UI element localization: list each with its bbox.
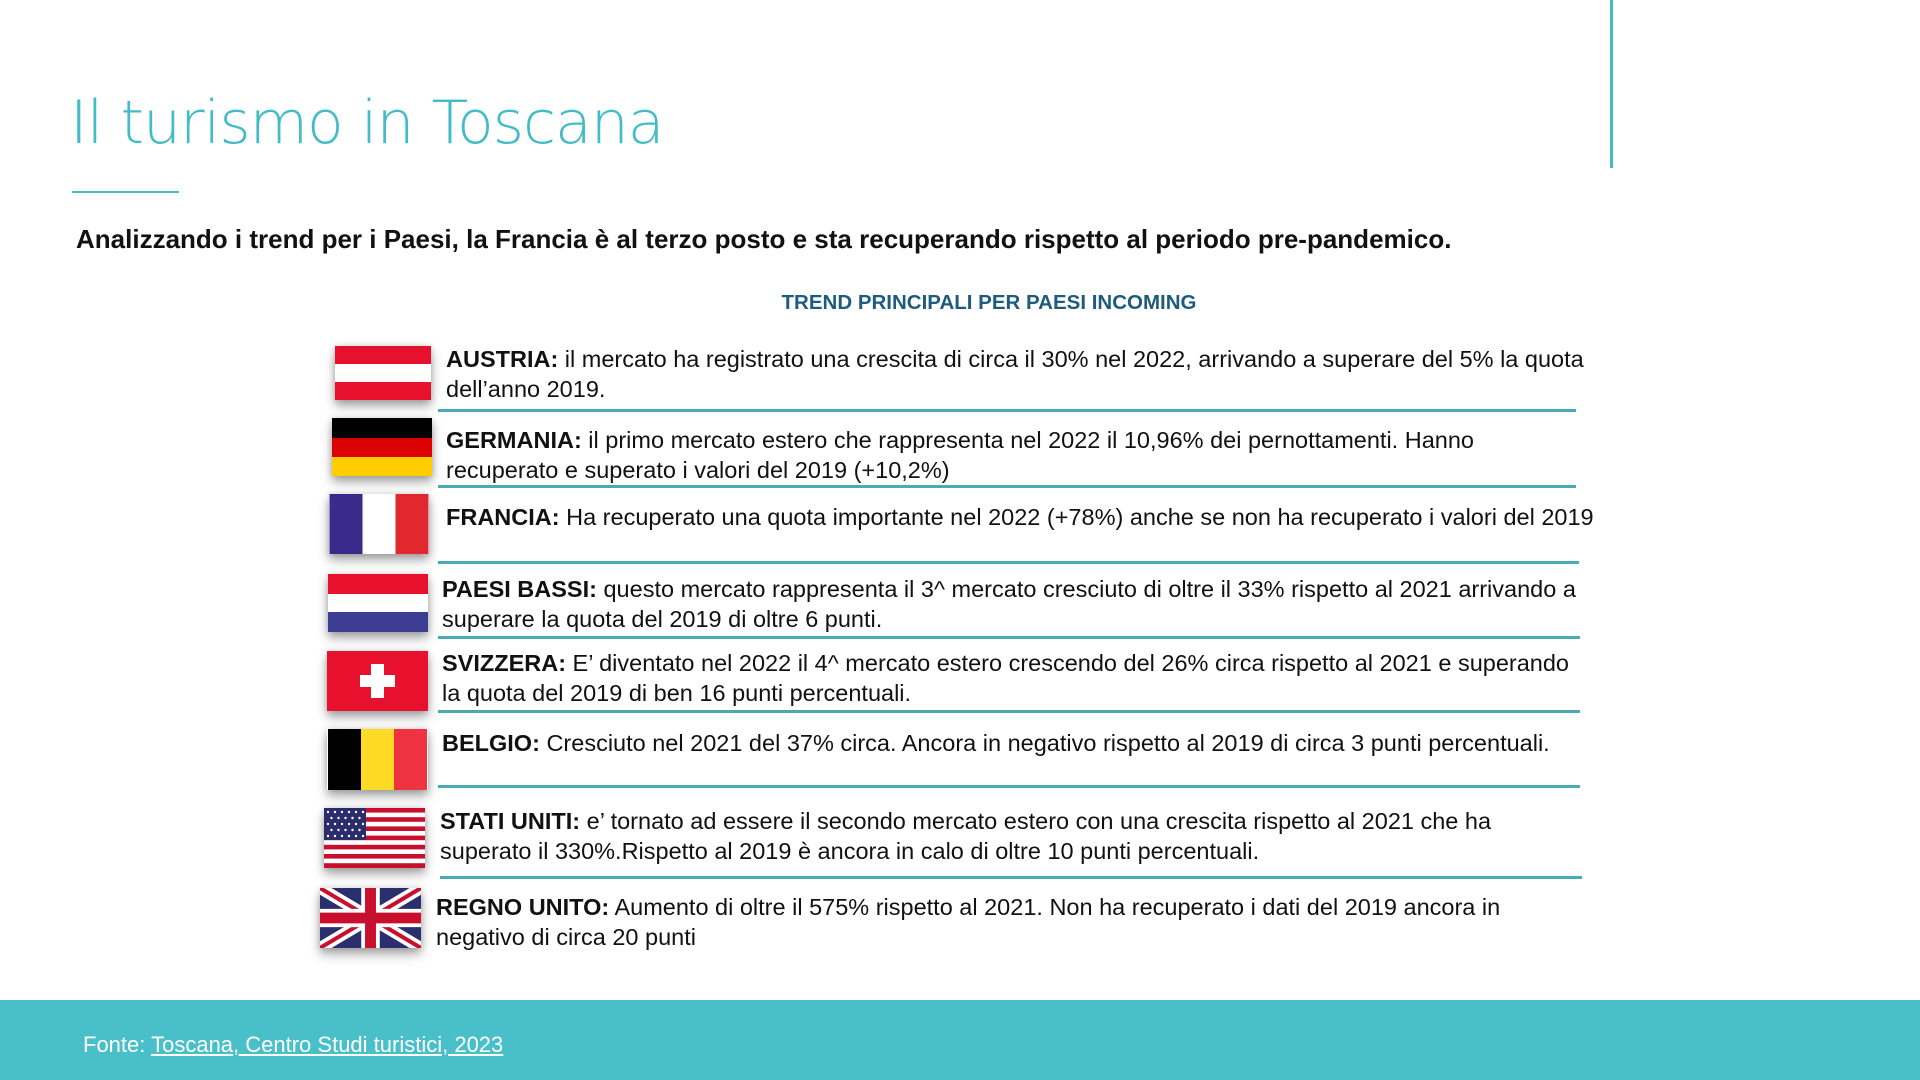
- row-separator: [438, 485, 1576, 488]
- germany-flag: [332, 418, 432, 476]
- country-description: Cresciuto nel 2021 del 37% circa. Ancora in negativo rispetto al 2019 di circa 3 punti percentuali.: [539, 730, 1550, 756]
- country-description: Ha recuperato una quota importante nel 2022 (+78%) anche se non ha recuperato i valori del 2019: [559, 504, 1594, 530]
- country-description: questo mercato rappresenta il 3^ mercato cresciuto di oltre il 33% rispetto al 2021 arrivando a superare la quota del 2019 di oltre 6 punti.: [442, 576, 1576, 632]
- country-row-netherlands: [442, 574, 1582, 634]
- country-row-usa: [440, 806, 1580, 866]
- trend-heading: TREND PRINCIPALI PER PAESI INCOMING: [781, 291, 1197, 314]
- row-separator: [438, 636, 1580, 639]
- subtitle: Analizzando i trend per i Paesi, la Francia è al terzo posto e sta recuperando rispetto al periodo pre-pandemico.: [76, 224, 1452, 254]
- country-description: e’ tornato ad essere il secondo mercato estero con una crescita rispetto al 2021 che ha superato il 330%.Rispetto al 2019 è ancora in calo di oltre 10 punti percentuali.: [440, 808, 1492, 864]
- austria-flag: [335, 346, 431, 400]
- country-name: SVIZZERA:: [442, 650, 567, 676]
- country-row-belgium: [442, 728, 1582, 758]
- country-row-germany: [446, 425, 1586, 485]
- country-name: GERMANIA:: [446, 427, 582, 453]
- country-row-switzerland: [442, 648, 1582, 708]
- row-separator: [440, 876, 1582, 879]
- country-name: STATI UNITI:: [440, 808, 581, 834]
- country-row-france: [446, 502, 1606, 532]
- country-description: Aumento di oltre il 575% rispetto al 2021. Non ha recuperato i dati del 2019 ancora in negativo di circa 20 punti: [436, 894, 1501, 950]
- country-description: E’ diventato nel 2022 il 4^ mercato estero crescendo del 26% circa rispetto al 2021 e superando la quota del 2019 di ben 16 punti percentuali.: [442, 650, 1570, 706]
- usa-flag: [324, 808, 425, 868]
- country-row-uk: [436, 892, 1586, 952]
- country-name: BELGIO:: [442, 730, 540, 756]
- country-name: PAESI BASSI:: [442, 576, 597, 602]
- row-separator: [438, 561, 1579, 564]
- source-citation: [83, 1032, 503, 1058]
- country-row-austria: [446, 344, 1586, 404]
- country-description: il primo mercato estero che rappresenta nel 2022 il 10,96% dei pernottamenti. Hanno recuperato e superato i valori del 2019 (+10,2%): [446, 427, 1474, 483]
- source-prefix: Fonte:: [83, 1032, 152, 1057]
- switzerland-flag: [327, 651, 428, 711]
- row-separator: [438, 409, 1576, 412]
- source-link[interactable]: Toscana, Centro Studi turistici, 2023: [151, 1032, 504, 1057]
- country-description: il mercato ha registrato una crescita di circa il 30% nel 2022, arrivando a superare del 5% la quota dell’anno 2019.: [446, 346, 1584, 402]
- france-flag: [329, 494, 429, 554]
- country-name: REGNO UNITO:: [436, 894, 610, 920]
- netherlands-flag: [328, 574, 428, 632]
- country-name: FRANCIA:: [446, 504, 560, 530]
- belgium-flag: [327, 729, 428, 790]
- country-name: AUSTRIA:: [446, 346, 559, 372]
- uk-flag: [320, 888, 421, 948]
- page-title: Il turismo in Toscana: [70, 88, 664, 158]
- row-separator: [438, 710, 1580, 713]
- row-separator: [438, 785, 1580, 788]
